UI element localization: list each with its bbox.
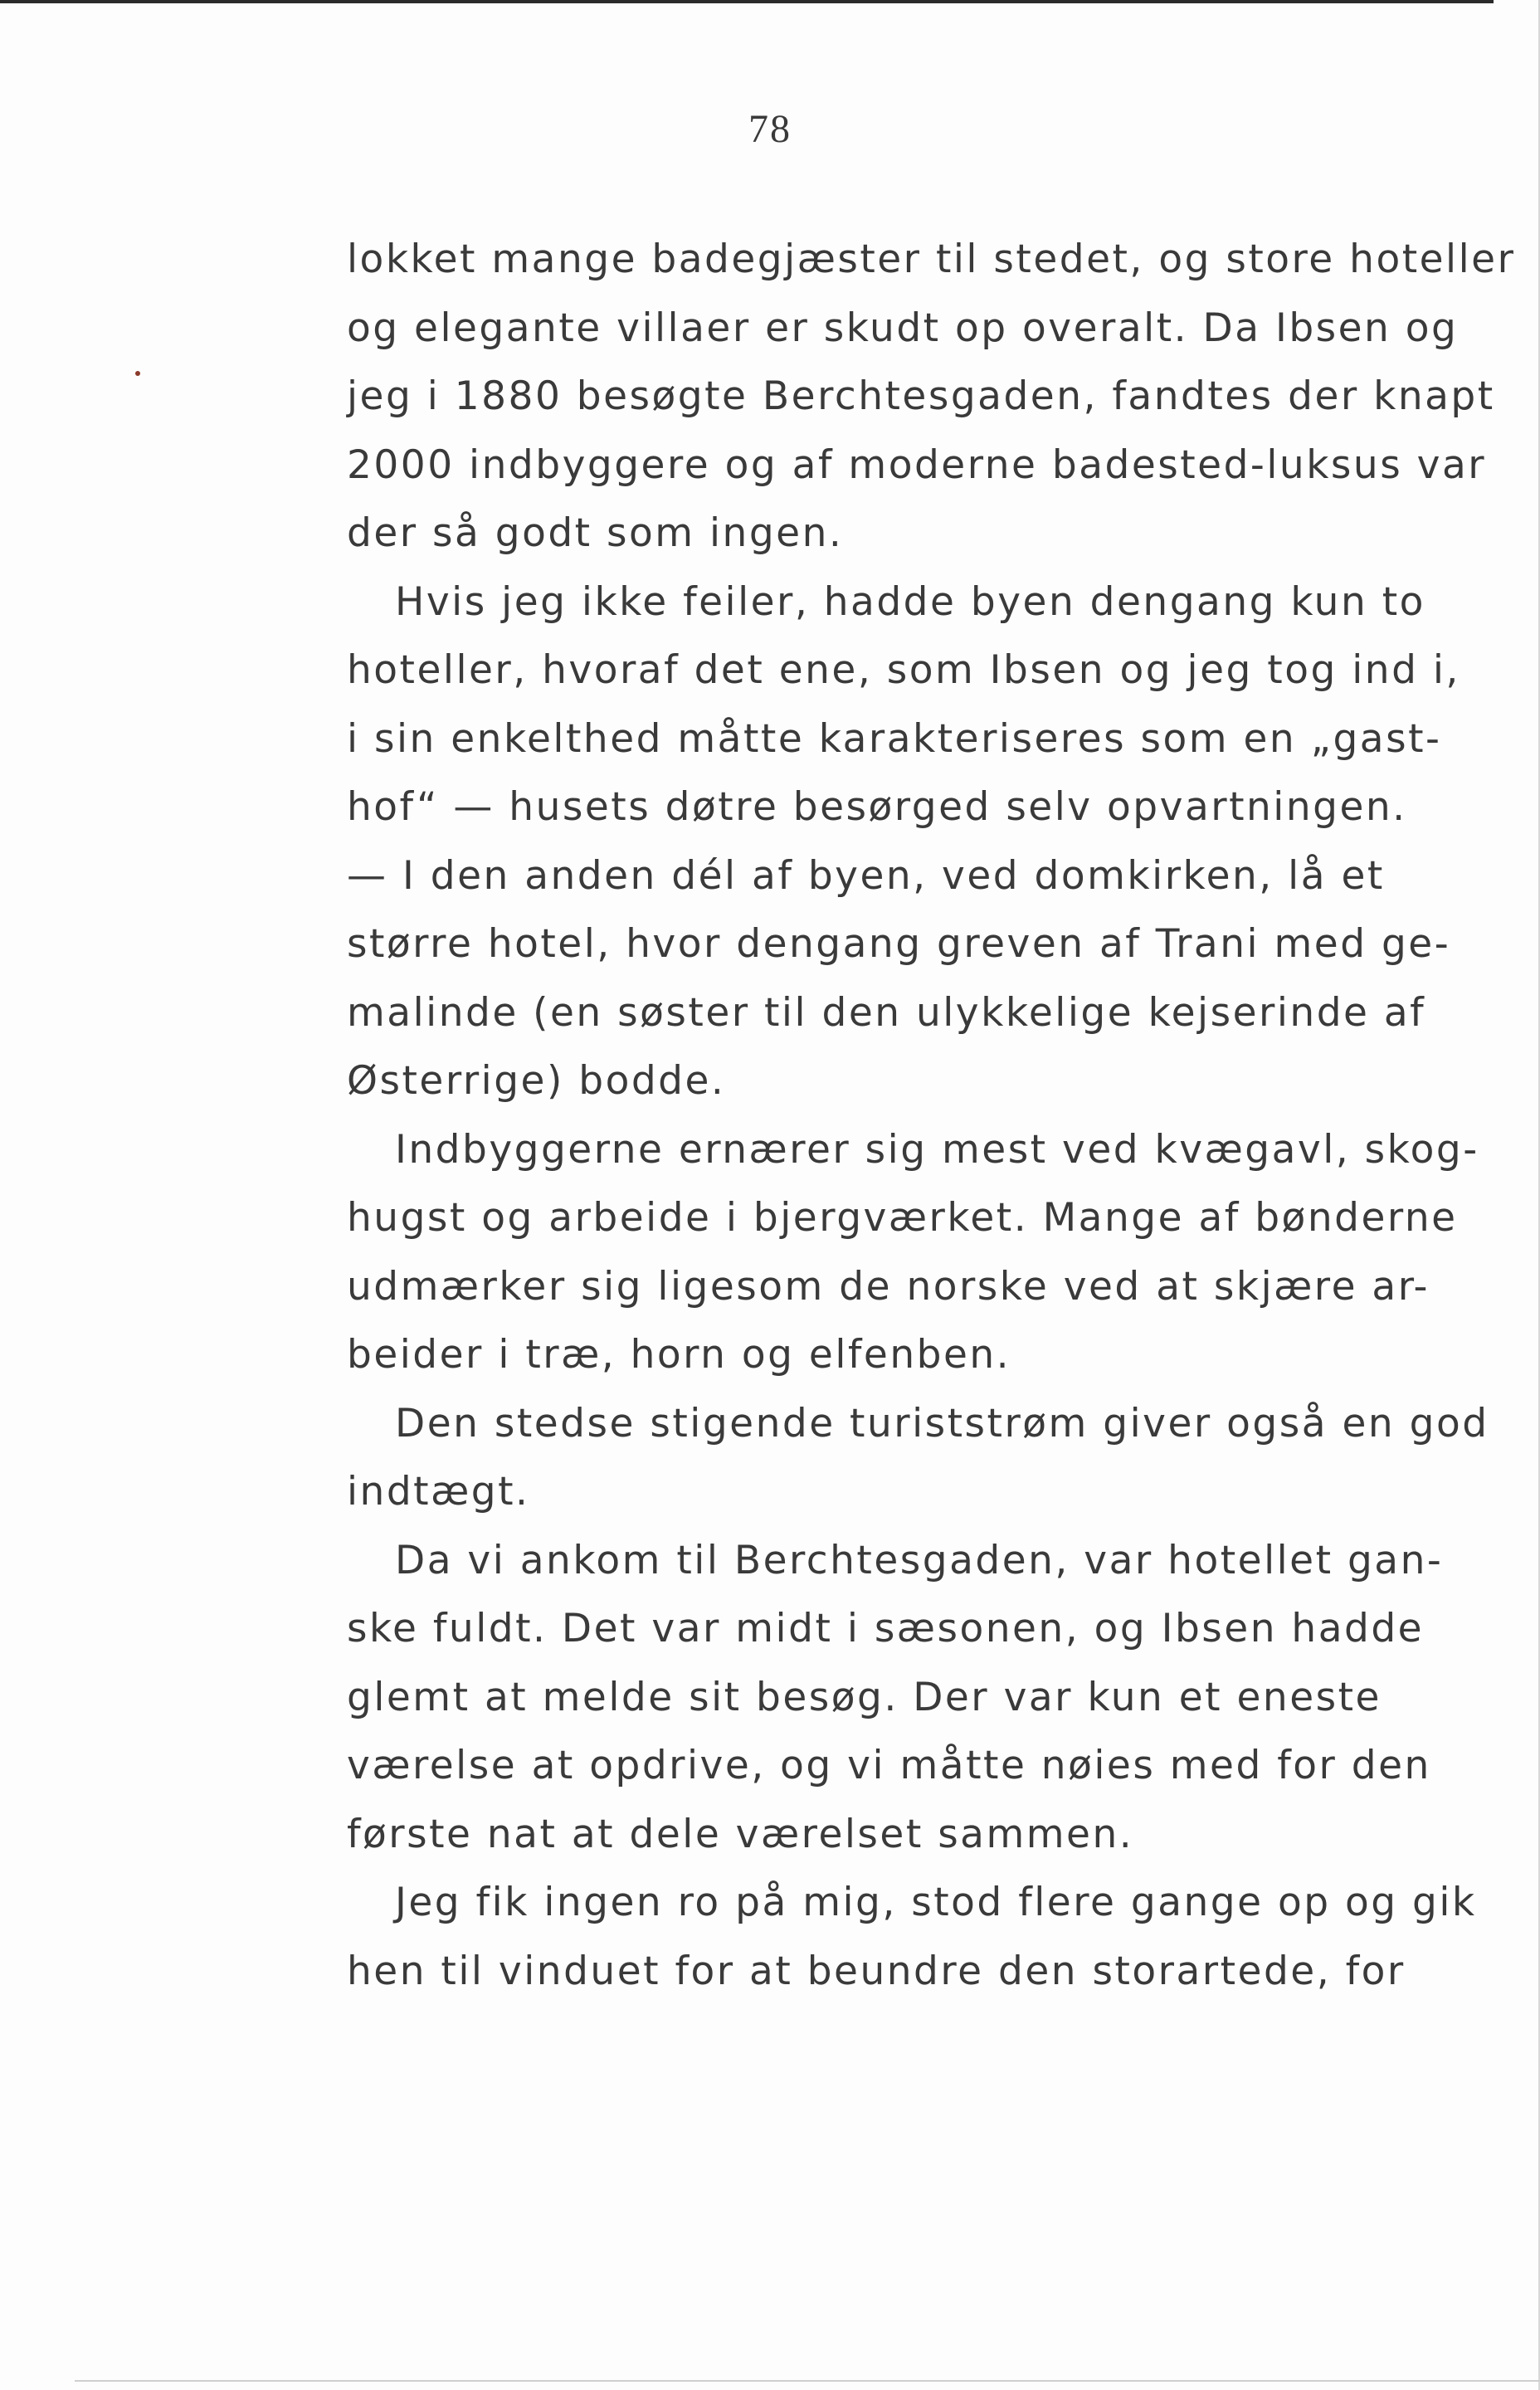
text-line: og elegante villaer er skudt op overalt. Da Ibsen og [347,305,1459,351]
text-line: ske fuldt. Det var midt i sæsonen, og Ibsen hadde [347,1606,1425,1651]
text-line: i sin enkelthed måtte karakteriseres som en „gast- [347,715,1442,762]
scan-edge-bottom [75,2380,1540,2382]
text-line: hof“ — husets døtre besørged selv opvartningen. [347,784,1407,830]
scan-edge-top [0,0,1494,3]
text-line: 2000 indbyggere og af moderne badested-luksus var [347,441,1487,488]
ink-speck [135,371,140,376]
text-line: Hvis jeg ikke feiler, hadde byen dengang kun to [395,578,1425,625]
text-line: udmærker sig ligesom de norske ved at skjære ar- [347,1263,1430,1310]
text-line: indtægt. [347,1469,530,1514]
body-text [347,226,1516,2006]
text-line: malinde (en søster til den ulykkelige kejserinde af [347,989,1426,1036]
text-line: hugst og arbeide i bjergværket. Mange af bønderne [347,1195,1458,1241]
text-line: beider i træ, horn og elfenben. [347,1332,1011,1378]
text-line: Den stedse stigende turiststrøm giver også en god [395,1400,1489,1446]
text-line: større hotel, hvor dengang greven af Trani med ge- [347,921,1451,967]
text-line: jeg i 1880 besøgte Berchtesgaden, fandtes der knapt [347,373,1495,419]
text-line: Indbyggerne ernærer sig mest ved kvægavl, skog- [395,1126,1479,1173]
text-line: glemt at melde sit besøg. Der var kun et eneste [347,1674,1382,1720]
text-line: værelse at opdrive, og vi måtte nøies med for den [347,1743,1431,1788]
text-line: hoteller, hvoraf det ene, som Ibsen og jeg tog ind i, [347,647,1460,693]
text-line: lokket mange badegjæster til stedet, og store hoteller [347,237,1516,282]
page-number: 78 [748,107,792,151]
text-line: der så godt som ingen. [347,510,844,556]
text-line: — I den anden dél af byen, ved domkirken, lå et [347,852,1385,899]
text-line: hen til vinduet for at beundre den storartede, for [347,1948,1406,1994]
text-line: første nat at dele værelset sammen. [347,1811,1134,1857]
text-line: Østerrige) bodde. [347,1058,726,1104]
text-line: Jeg fik ingen ro på mig, stod flere gange op og gik [395,1880,1477,1925]
text-line: Da vi ankom til Berchtesgaden, var hotellet gan- [395,1537,1444,1583]
